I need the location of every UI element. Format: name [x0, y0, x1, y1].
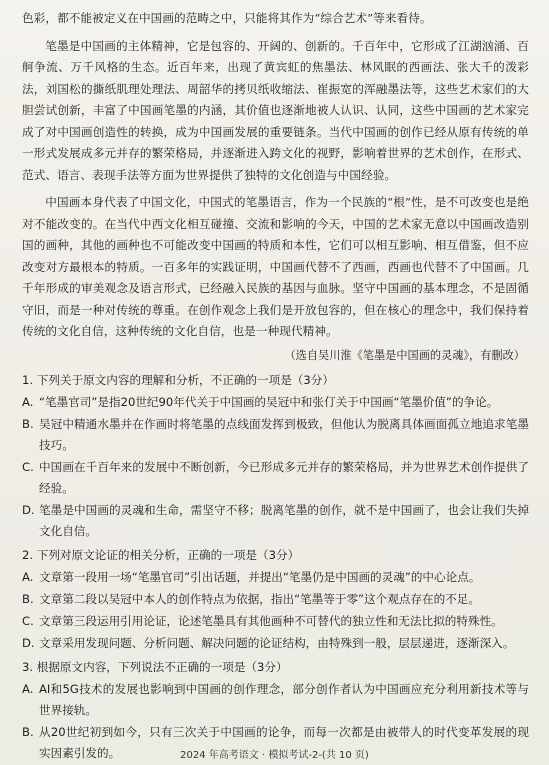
- page-footer: 2024 年高考语文 · 模拟考试-2-(共 10 页): [180, 750, 369, 761]
- option-letter: D.: [22, 502, 35, 517]
- option-d: [22, 500, 529, 542]
- option-text: 文章第三段运用引用论证，论述笔墨具有其他画种不可替代的独立性和无法比拟的特殊性。: [39, 613, 503, 628]
- option-letter: C.: [22, 613, 34, 628]
- option-text: 从20世纪初到如今，只有三次关于中国画的论争，而每一次都是由被带人的时代变革发展的现实因素引发的。: [39, 724, 529, 760]
- option-letter: B.: [22, 591, 34, 606]
- option-c: [22, 611, 529, 632]
- option-text: 文章第二段以吴冠中本人的创作特点为依据，指出“笔墨等于零”这个观点存在的不足。: [39, 591, 480, 606]
- option-letter: B.: [22, 416, 34, 431]
- option-letter: A.: [22, 569, 34, 584]
- option-text: 中国画在千百年来的发展中不断创新，今已形成多元并存的繁荣格局，并为世界艺术创作提供了经验。: [39, 459, 529, 495]
- option-letter: B.: [22, 724, 34, 739]
- option-text: 文章第一段用一场“笔墨官司”引出话题，并提出“笔墨仍是中国画的灵魂”的中心论点。: [39, 569, 481, 584]
- option-text: “笔墨官司”是指20世纪90年代关于中国画的吴冠中和张仃关于中国画“笔墨价值”的争论。: [39, 394, 499, 409]
- option-d: [22, 633, 529, 654]
- passage-paragraph-2: 笔墨是中国画的主体精神，它是包容的、开阔的、创新的。千百年中，它形成了江湖汹涌、百舸争流、万千风格的生态。近百年来，出现了黄宾虹的焦墨法、林风眠的西画法、张大千的泼彩法，刘国松的撕纸肌理处理法、周韶华的拷贝纸收缩法、崔振宽的浑融墨法等，这些艺术家们的大胆尝试创新，丰富了中国画笔墨的内涵，其价值也逐渐地被人认识、认同，这些中国画的艺术家完成了对中国画创造性的转换，成为中国画发展的重要链条。当代中国画的创作已经从原有传统的单一形式发展成多元并存的繁荣格局，并逐渐进入跨文化的视野，影响着世界的艺术创作，在形式、范式、语言、表现手法等方面为世界提供了独特的文化创造与中国经验。: [22, 38, 529, 182]
- option-text: 吴冠中精通水墨并在作画时将笔墨的点线面发挥到极致，但他认为脱离具体画面孤立地追求笔墨技巧。: [39, 416, 529, 452]
- option-b: [22, 589, 529, 610]
- option-a: [22, 679, 529, 721]
- option-a: [22, 567, 529, 588]
- option-text: 笔墨是中国画的灵魂和生命，需坚守不移；脱离笔墨的创作，就不是中国画了，也会让我们失掉文化自信。: [39, 502, 529, 538]
- option-c: [22, 457, 529, 499]
- option-letter: C.: [22, 459, 34, 474]
- option-letter: A.: [22, 681, 34, 696]
- option-letter: D.: [22, 635, 35, 650]
- passage-source: （选自吴川淮《笔墨是中国画的灵魂》，有删改）: [284, 348, 525, 362]
- option-letter: A.: [22, 394, 34, 409]
- question-1: [22, 370, 529, 542]
- option-a: [22, 392, 529, 413]
- option-text: AI和5G技术的发展也影响到中国画的创作理念，部分创作者认为中国画应充分利用新技术等与世界接轨。: [39, 681, 529, 717]
- question-stem: 1. 下列关于原文内容的理解和分析，不正确的一项是（3分）: [22, 372, 334, 387]
- option-b: [22, 414, 529, 456]
- passage-paragraph-1: 色彩，都不能被定义在中国画的范畴之中，只能将其作为“综合艺术”等来看待。: [22, 11, 432, 25]
- question-2: [22, 545, 529, 654]
- passage-paragraph-3: 中国画本身代表了中国文化，中国式的笔墨语言，作为一个民族的“根”性，是不可改变也是绝对不能改变的。在当代中西文化相互碰撞、交流和影响的今天，中国的艺术家无意以中国画改造别国的画种，其他的画种也不可能改变中国画的特质和本性，它们可以相互影响、相互借鉴，但不应改变对方最根本的特质。一百多年的实践证明，中国画代替不了西画，西画也代替不了中国画。几千年形成的审美观念及语言形式，已经融入民族的基因与血脉。坚守中国画的基本理念，不是固循守旧，而是一种对传统的尊重。在创作观念上我们是开放包容的，但在核心的理念中，我们保持着传统的文化自信，这种传统的文化自信，也是一种现代精神。: [22, 195, 529, 338]
- question-stem: 2. 下列对原文论证的相关分析，正确的一项是（3分）: [22, 547, 300, 562]
- question-stem: 3. 根据原文内容，下列说法不正确的一项是（3分）: [22, 659, 288, 674]
- option-text: 文章采用发现问题、分析问题、解决问题的论证结构，由特殊到一般，层层递进，逐渐深入。: [39, 635, 515, 650]
